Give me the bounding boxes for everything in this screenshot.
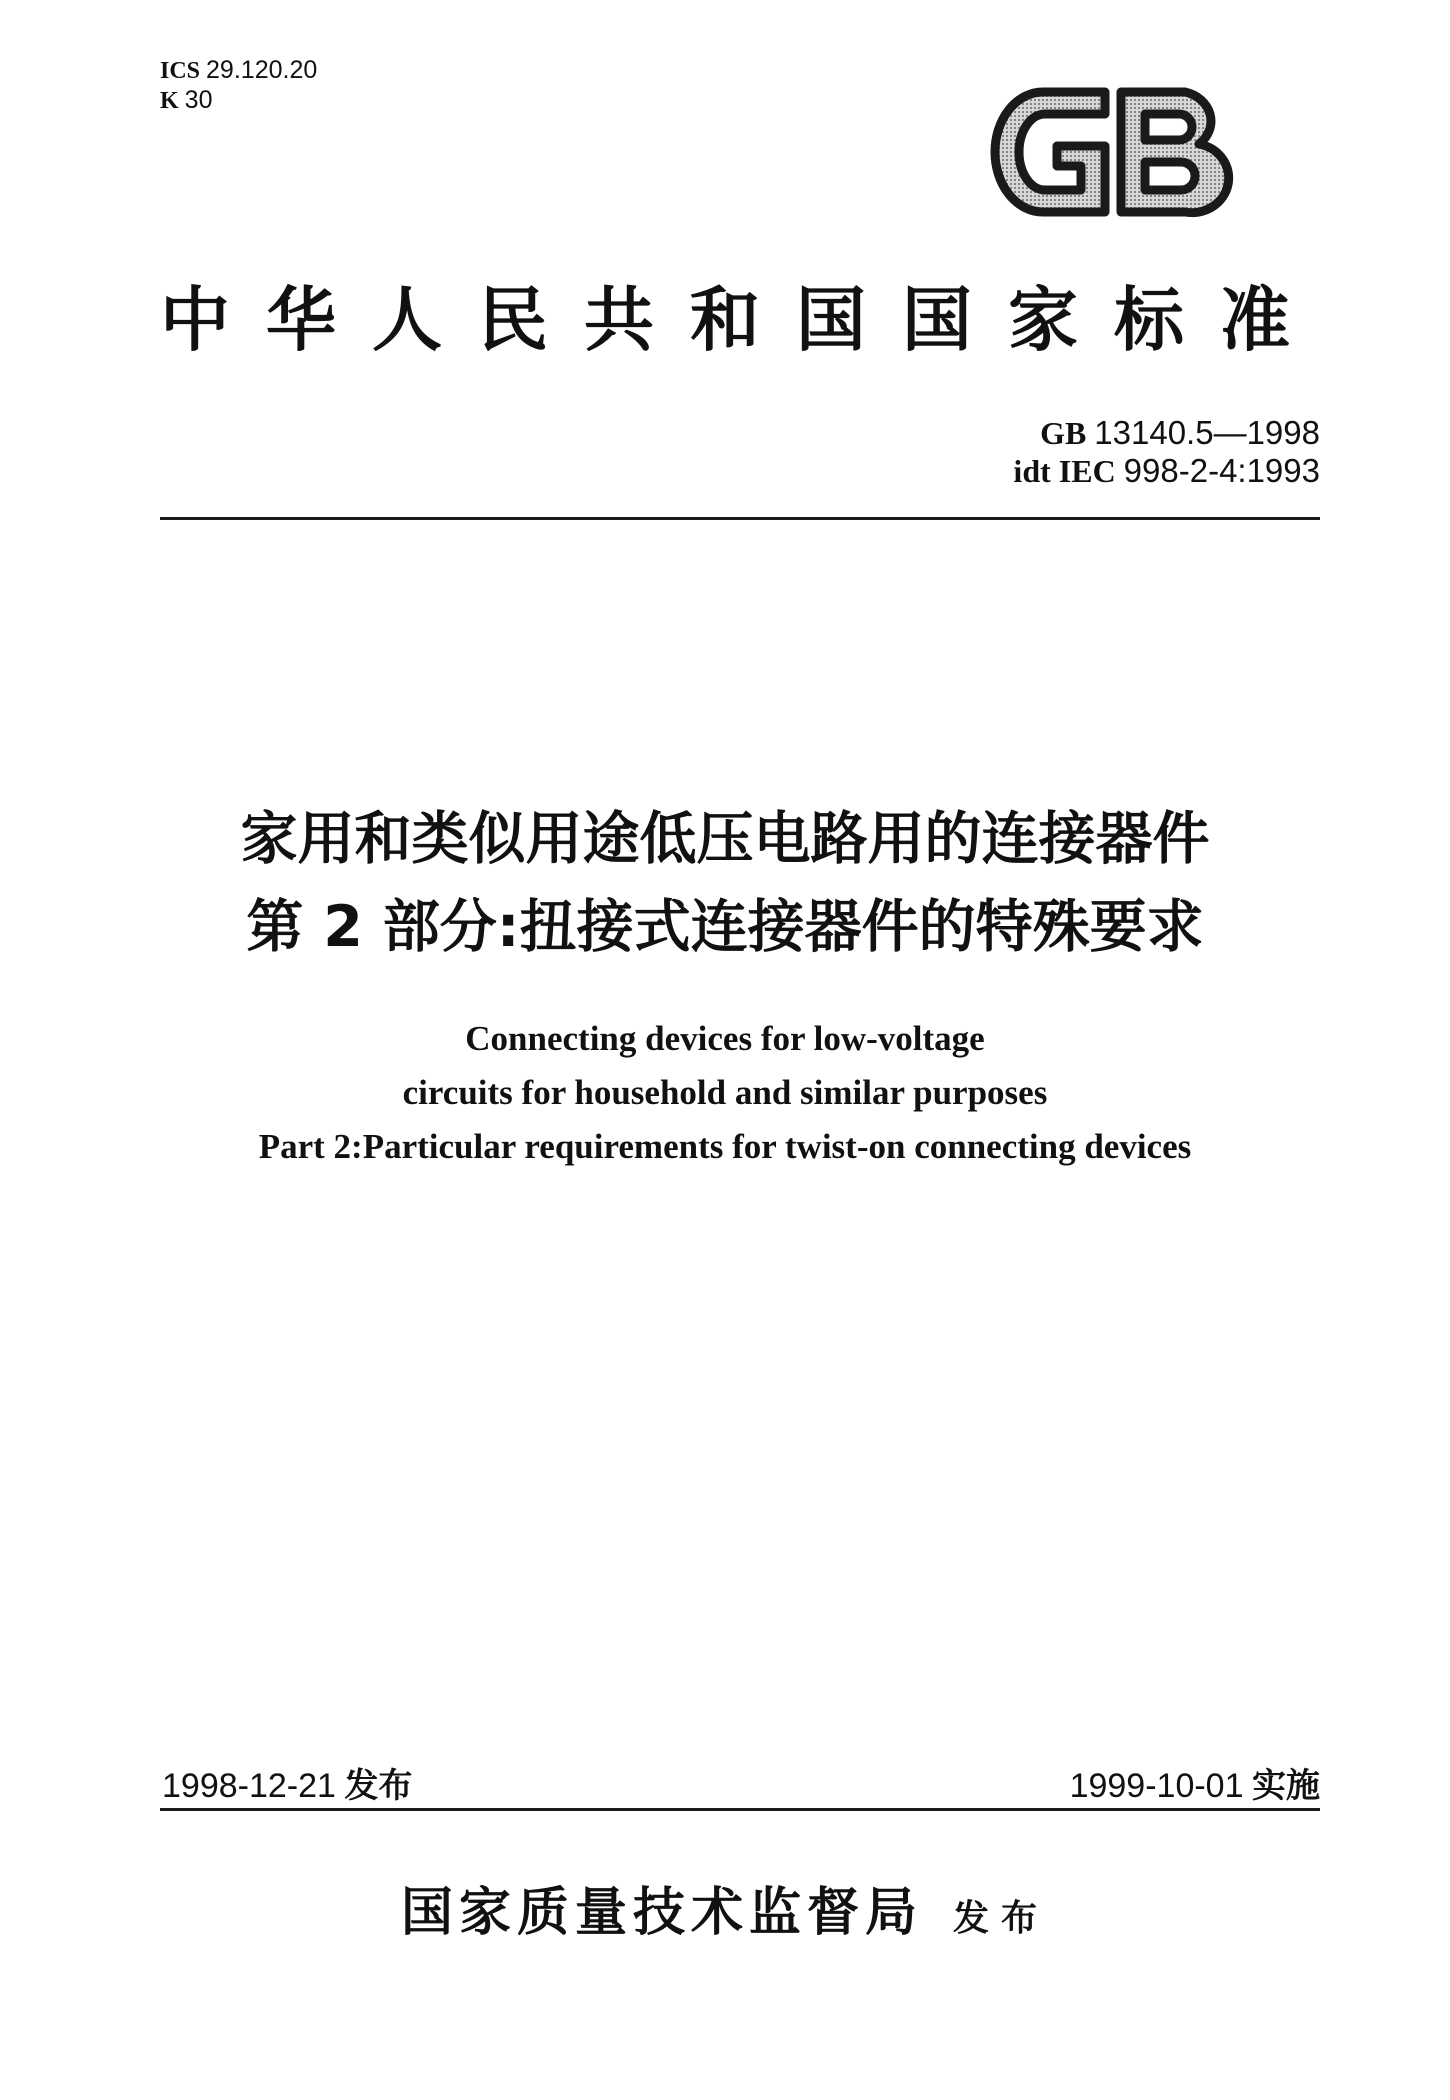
- chinese-title-line2: 第 2 部分:扭接式连接器件的特殊要求: [246, 894, 1204, 960]
- k-label: K: [160, 88, 179, 114]
- gb-value: 13140.5—1998: [1094, 414, 1320, 451]
- implementation-date-value: 1999-10-01: [1069, 1767, 1244, 1805]
- gb-label: GB: [1040, 415, 1087, 451]
- standard-numbers: [900, 414, 1320, 490]
- chinese-title: [100, 795, 1350, 971]
- gb-logo: [985, 82, 1240, 222]
- english-title-line1: Connecting devices for low-voltage: [465, 1019, 985, 1058]
- issue-date-value: 1998-12-21: [162, 1767, 336, 1805]
- gb-number: [900, 414, 1320, 452]
- publisher-organization: 国家质量技术监督局: [400, 1883, 923, 1943]
- publisher-action: 发布: [953, 1898, 1050, 1939]
- publisher: [100, 1870, 1350, 1945]
- k-code: [160, 86, 317, 116]
- ics-value: 29.120.20: [206, 56, 318, 84]
- english-title-line2: circuits for household and similar purposes: [402, 1073, 1048, 1112]
- idt-number: [900, 452, 1320, 490]
- english-title-line3: Part 2:Particular requirements for twist-on connecting devices: [258, 1127, 1192, 1166]
- bottom-divider: [160, 1808, 1320, 1811]
- top-divider: [160, 517, 1320, 520]
- classification-codes: [160, 56, 317, 116]
- chinese-title-line1: 家用和类似用途低压电路用的连接器件: [240, 806, 1210, 872]
- k-value: 30: [184, 86, 213, 114]
- idt-value: 998-2-4:1993: [1123, 452, 1320, 489]
- implementation-date: [1070, 1758, 1320, 1807]
- ics-code: [160, 56, 317, 86]
- implementation-date-label: 实施: [1252, 1766, 1320, 1806]
- standard-title: 中华人民共和国国家标准: [160, 279, 1326, 361]
- issue-date: [162, 1758, 412, 1807]
- ics-label: ICS: [160, 58, 201, 84]
- issue-date-label: 发布: [344, 1766, 413, 1806]
- english-title: [100, 1012, 1350, 1174]
- idt-label: idt IEC: [1013, 453, 1116, 489]
